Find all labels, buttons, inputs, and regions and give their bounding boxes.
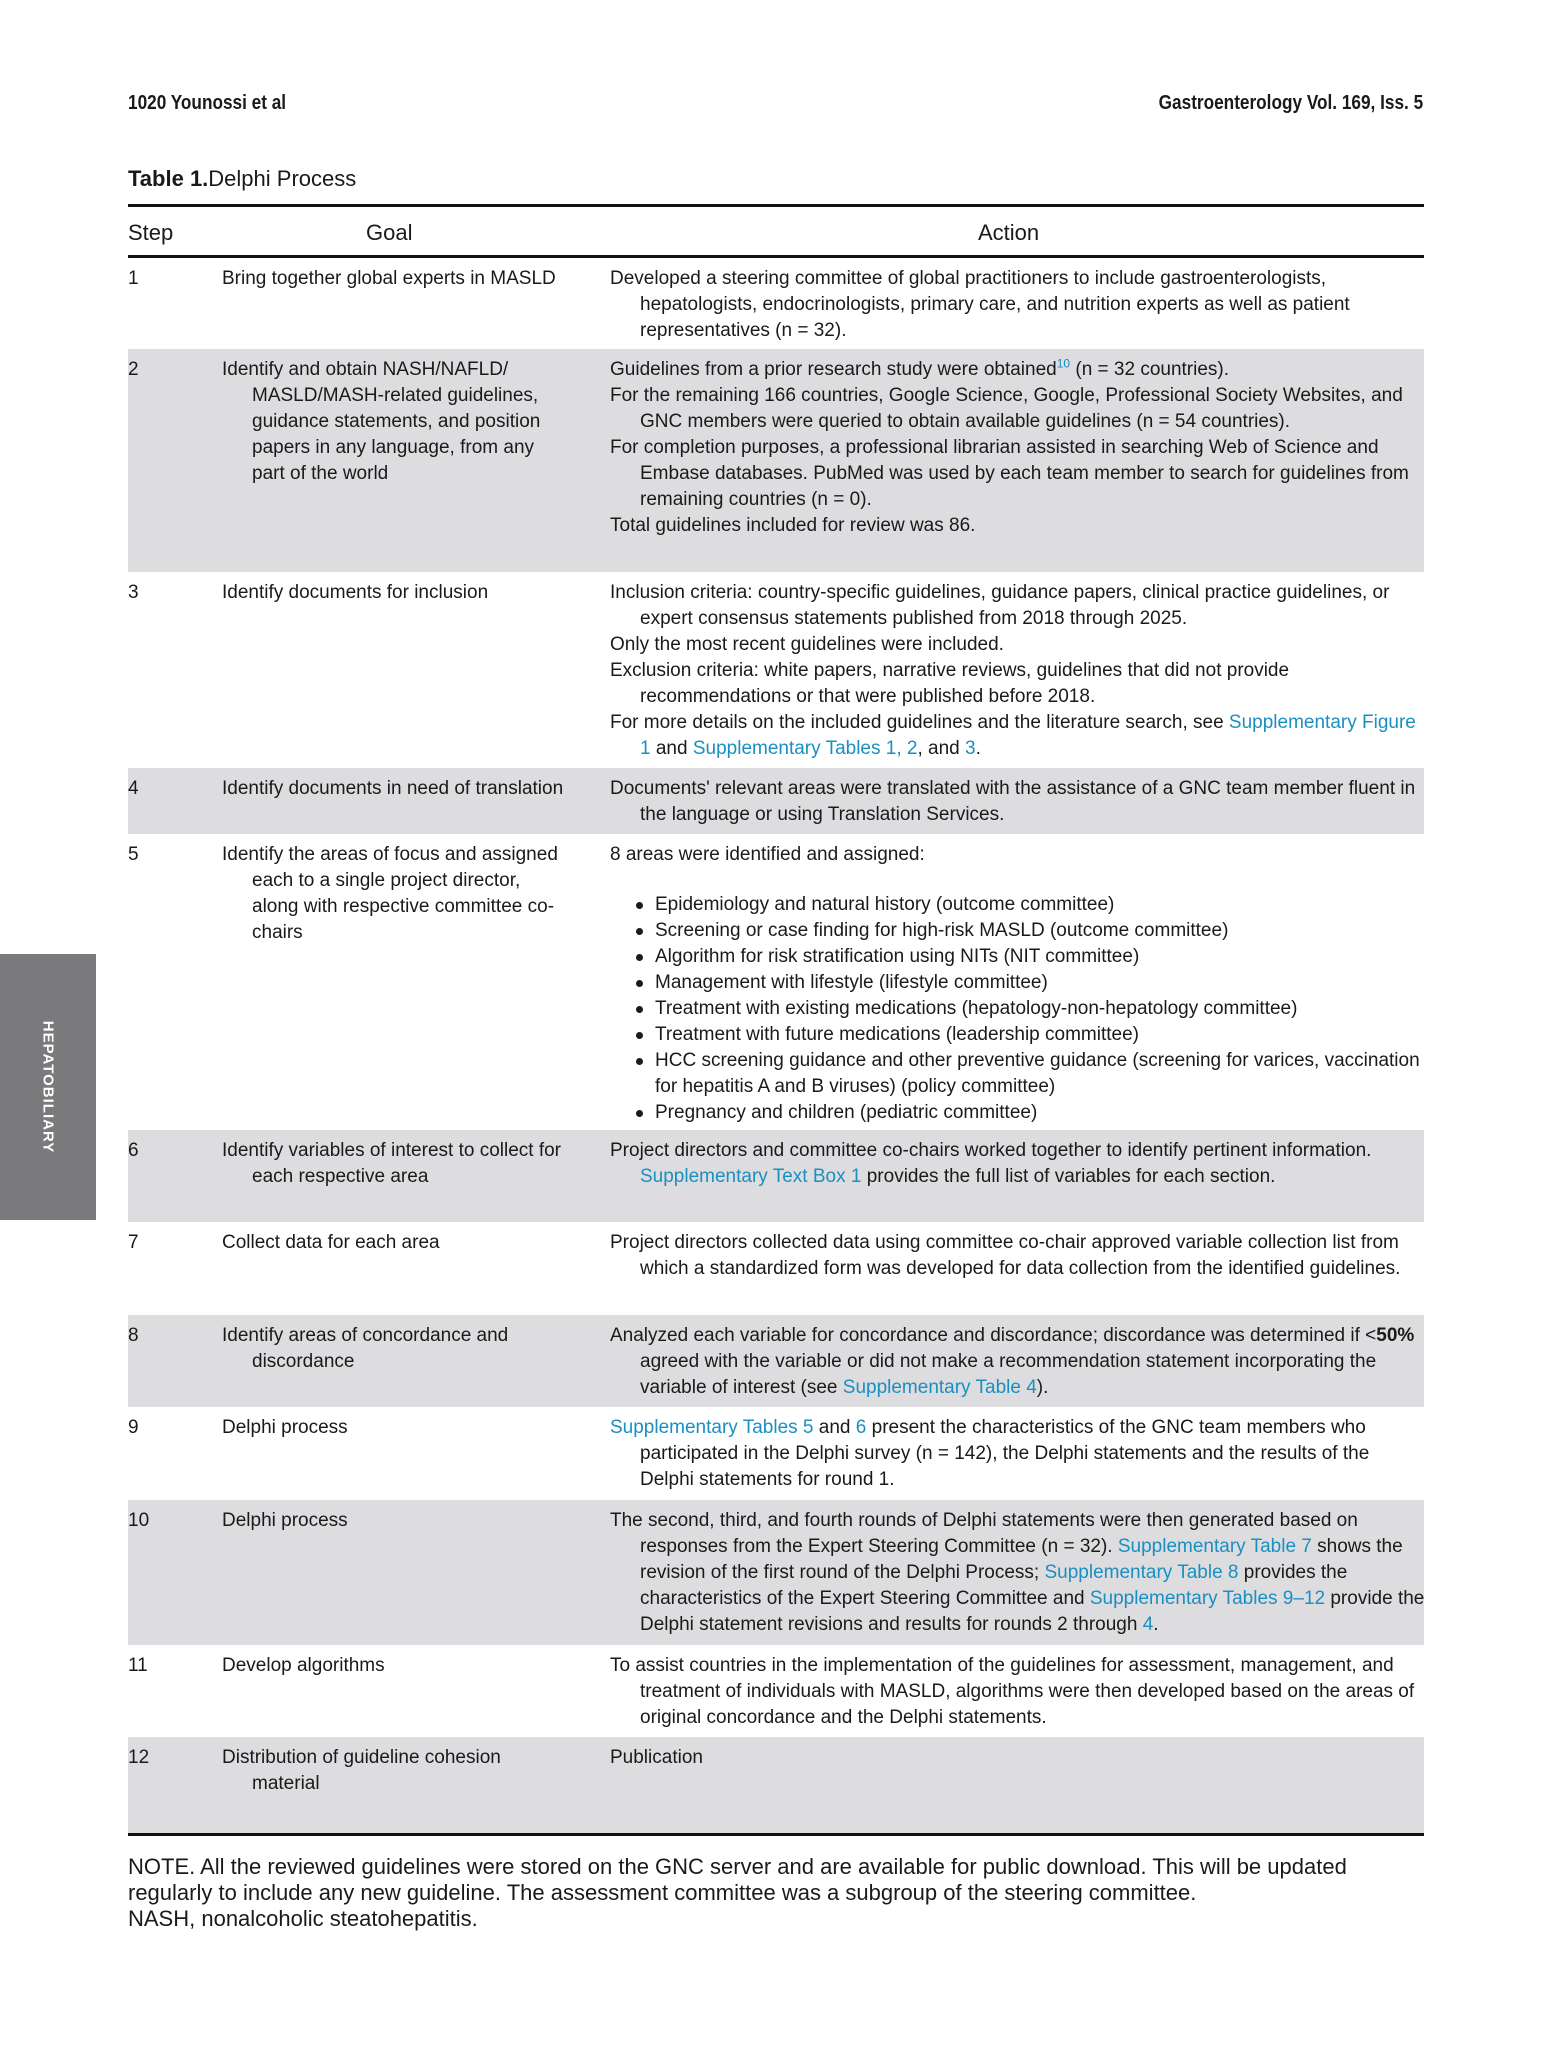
list-item: Epidemiology and natural history (outcome committee)	[610, 892, 1426, 918]
action-text: Developed a steering committee of global practitioners to include gastroenterologists, hepatologists, endocrinologists, primary care, and nutrition experts as well as patient representatives (n = 32).	[610, 268, 1350, 341]
table-label: Table 1.	[128, 166, 209, 191]
section-side-tab	[0, 954, 96, 1220]
bullet-icon	[636, 980, 643, 987]
action-text: Exclusion criteria: white papers, narrative reviews, guidelines that did not provide recommendations or that were published before 2018.	[610, 660, 1290, 707]
table-caption	[128, 166, 356, 192]
action-text: Inclusion criteria: country-specific guidelines, guidance papers, clinical practice guidelines, or expert consensus statements published from 2018 through 2025.	[610, 582, 1390, 629]
table-row	[128, 1407, 1424, 1500]
table-row	[128, 258, 1424, 349]
table-row	[128, 834, 1424, 1130]
col-header-action: Action	[978, 220, 1040, 245]
goal-text: Delphi process	[222, 1510, 348, 1531]
action-text: For the remaining 166 countries, Google Science, Google, Professional Society Websites, and GNC members were queried to obtain available guidelines (n = 54 countries).	[610, 385, 1403, 432]
action-text: To assist countries in the implementation of the guidelines for assessment, management, and treatment of individuals with MASLD, algorithms were then developed based on the areas of original concordance and the Delphi statements.	[610, 1655, 1415, 1728]
supplementary-link[interactable]: Supplementary Tables 5	[610, 1417, 814, 1438]
list-item: Pregnancy and children (pediatric committee)	[610, 1100, 1426, 1126]
goal-text: Identify variables of interest to collect for each respective area	[222, 1140, 561, 1187]
supplementary-link[interactable]: Supplementary Tables 1, 2	[692, 738, 918, 759]
supplementary-link[interactable]: Supplementary Tables 9–12	[1089, 1588, 1326, 1609]
abbreviation-text: NASH, nonalcoholic steatohepatitis.	[128, 1906, 478, 1931]
footnote-text: NOTE. All the reviewed guidelines were stored on the GNC server and are available for public download. This will be updated regularly to include any new guideline. The assessment committee was a subgroup of the steering committee.	[128, 1854, 1347, 1905]
focus-area-list	[610, 892, 1426, 1126]
bullet-icon	[636, 928, 643, 935]
table-row	[128, 1645, 1424, 1737]
goal-text: Identify the areas of focus and assigned each to a single project director, along with respective committee co-chairs	[222, 844, 558, 943]
table-row	[128, 768, 1424, 834]
table-row	[128, 349, 1424, 572]
action-text: Documents' relevant areas were translated with the assistance of a GNC team member fluent in the language or using Translation Services.	[610, 778, 1416, 825]
journal-title: Gastroenterology Vol. 169, Iss. 5	[1158, 92, 1424, 114]
step-number: 2	[128, 359, 139, 380]
col-header-step: Step	[128, 220, 174, 245]
action-text: Publication	[610, 1747, 703, 1768]
action-text: Only the most recent guidelines were included.	[610, 634, 1004, 655]
table-row	[128, 1130, 1424, 1222]
threshold-value: 50%	[1376, 1325, 1415, 1346]
action-text: Analyzed each variable for concordance and discordance; discordance was determined if <50% agreed with the variable or did not make a recommendation statement incorporating the variable of interest (see Supplementary Table 4).	[610, 1325, 1415, 1398]
action-text: Total guidelines included for review was 86.	[610, 515, 976, 536]
list-item: Treatment with future medications (leadership committee)	[610, 1022, 1426, 1048]
col-header-goal: Goal	[366, 220, 413, 245]
table-bottom-rule	[128, 1833, 1424, 1836]
goal-text: Identify documents for inclusion	[222, 582, 489, 603]
goal-text: Distribution of guideline cohesion material	[222, 1747, 501, 1794]
supplementary-link[interactable]: Supplementary Text Box 1	[640, 1166, 862, 1187]
goal-text: Identify areas of concordance and discordance	[222, 1325, 509, 1372]
supplementary-link[interactable]: Supplementary Figure 1	[640, 712, 1416, 759]
list-item: Screening or case finding for high-risk MASLD (outcome committee)	[610, 918, 1426, 944]
supplementary-link[interactable]: 4	[1142, 1614, 1154, 1635]
action-text: Guidelines from a prior research study were obtained$^{10}$ (n = 32 countries).	[610, 356, 1230, 380]
supplementary-link[interactable]: Supplementary Table 4	[842, 1377, 1037, 1398]
table-footnote	[128, 1854, 1428, 1932]
table-title: Delphi Process	[208, 166, 357, 191]
step-number: 9	[128, 1417, 139, 1438]
action-text: For completion purposes, a professional librarian assisted in searching Web of Science and Embase databases. PubMed was used by each team member to search for guidelines from remaining countries (n = 0).	[610, 437, 1409, 510]
supplementary-link[interactable]: Supplementary Table 8	[1044, 1562, 1239, 1583]
table-row	[128, 1737, 1424, 1833]
list-item: Management with lifestyle (lifestyle committee)	[610, 970, 1426, 996]
bullet-icon	[636, 1110, 643, 1117]
step-number: 3	[128, 582, 139, 603]
step-number: 7	[128, 1232, 139, 1253]
table-row	[128, 1500, 1424, 1645]
goal-text: Collect data for each area	[222, 1232, 440, 1253]
side-tab-label: HEPATOBILIARY	[39, 1020, 57, 1154]
table-row	[128, 1315, 1424, 1407]
list-item: Treatment with existing medications (hepatology-non-hepatology committee)	[610, 996, 1426, 1022]
citation-ref[interactable]: 10	[1056, 356, 1071, 371]
bullet-icon	[636, 1032, 643, 1039]
action-text: For more details on the included guidelines and the literature search, see Supplementary Figure 1 and Supplementary Tables 1, 2, and 3.	[610, 712, 1416, 759]
goal-text: Identify documents in need of translation	[222, 778, 564, 799]
goal-text: Delphi process	[222, 1417, 348, 1438]
action-text: Supplementary Tables 5 and 6 present the characteristics of the GNC team members who participated in the Delphi survey (n = 142), the Delphi statements and the results of the Delphi statements for round 1.	[610, 1417, 1370, 1490]
action-text: 8 areas were identified and assigned:	[610, 844, 925, 865]
step-number: 12	[128, 1747, 150, 1768]
running-header	[128, 92, 1424, 124]
goal-text: Bring together global experts in MASLD	[222, 268, 556, 289]
step-number: 11	[128, 1655, 148, 1676]
step-number: 6	[128, 1140, 139, 1161]
goal-text: Develop algorithms	[222, 1655, 385, 1676]
bullet-icon	[636, 902, 643, 909]
supplementary-link[interactable]: Supplementary Table 7	[1117, 1536, 1312, 1557]
list-item: HCC screening guidance and other preventive guidance (screening for varices, vaccination for hepatitis A and B viruses) (policy committee)	[610, 1048, 1426, 1100]
action-text: Project directors and committee co-chairs worked together to identify pertinent information. Supplementary Text Box 1 provides the full list of variables for each section.	[610, 1140, 1372, 1187]
delphi-table	[128, 204, 1424, 1836]
bullet-icon	[636, 1006, 643, 1013]
bullet-icon	[636, 954, 643, 961]
goal-text: Identify and obtain NASH/NAFLD/ MASLD/MASH-related guidelines, guidance statements, and position papers in any language, from any part of the world	[222, 359, 541, 484]
supplementary-link[interactable]: 6	[855, 1417, 867, 1438]
table-row	[128, 572, 1424, 768]
bullet-icon	[636, 1058, 643, 1065]
step-number: 10	[128, 1510, 150, 1531]
header-left: 1020 Younossi et al	[128, 92, 287, 114]
step-number: 5	[128, 844, 139, 865]
table-row	[128, 1222, 1424, 1315]
supplementary-link[interactable]: 3	[965, 738, 976, 759]
table-header-row	[128, 207, 1424, 255]
step-number: 1	[128, 268, 139, 289]
action-text: Project directors collected data using committee co-chair approved variable collection list from which a standardized form was developed for data collection from the identified guidelines.	[610, 1232, 1401, 1279]
action-text: The second, third, and fourth rounds of Delphi statements were then generated based on responses from the Expert Steering Committee (n = 32). Supplementary Table 7 shows the revision of the first round of the Delphi Process; Supplementary Table 8 provides the characteristics of the Expert Steering Committee and Supplementary Tables 9–12 provide the Delphi statement revisions and results for rounds 2 through 4.	[610, 1510, 1425, 1635]
step-number: 4	[128, 778, 139, 799]
step-number: 8	[128, 1325, 139, 1346]
list-item: Algorithm for risk stratification using NITs (NIT committee)	[610, 944, 1426, 970]
